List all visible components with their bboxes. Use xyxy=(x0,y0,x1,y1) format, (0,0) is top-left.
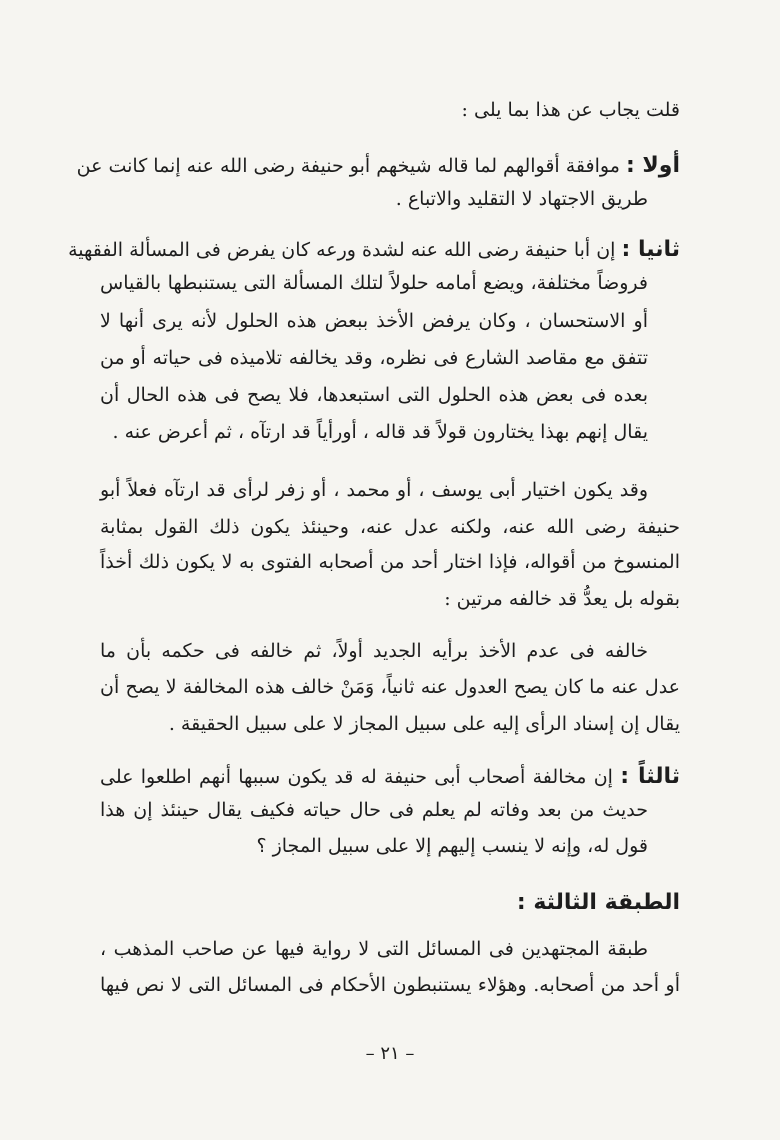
second-point-line-4: تتفق مع مقاصد الشارع فى نظره، وقد يخالفه تلاميذه فى حياته أو من xyxy=(100,347,648,369)
third-point-text: إن مخالفة أصحاب أبى حنيفة له قد يكون سببها أنهم اطلعوا على xyxy=(100,766,613,788)
first-point-line xyxy=(76,153,680,178)
paragraph-3-line-2: عدل عنه ما كان يصح العدول عنه ثانياً، وَمَنْ خالف هذه المخالفة لا يصح أن xyxy=(100,676,680,698)
third-point-line-3: قول له، وإنه لا ينسب إليهم إلا على سبيل المجاز ؟ xyxy=(256,835,648,857)
paragraph-2-line-1: وقد يكون اختيار أبى يوسف ، أو محمد ، أو زفر لرأى قد ارتآه فعلاً أبو xyxy=(100,479,648,501)
second-point-line-6: يقال إنهم بهذا يختارون قولاً قد قاله ، أورأياً قد ارتآه ، ثم أعرض عنه . xyxy=(112,421,648,443)
third-point-line-2: حديث من بعد وفاته لم يعلم فى حال حياته فكيف يقال حينئذ إن هذا xyxy=(100,799,648,821)
second-point-line-2: فروضاً مختلفة، ويضع أمامه حلولاً لتلك المسألة التى يستنبطها بالقياس xyxy=(100,272,648,294)
paragraph-2-line-3: المنسوخ من أقواله، فإذا اختار أحد من أصحابه الفتوى به لا يكون ذلك أخذاً xyxy=(100,551,680,573)
second-point-line-5: بعده فى بعض هذه الحلول التى استبعدها، فلا يصح فى هذه الحال أن xyxy=(100,384,648,406)
paragraph-2-line-2: حنيفة رضى الله عنه، ولكنه عدل عنه، وحينئذ يكون ذلك القول بمثابة xyxy=(100,516,680,538)
third-point-line xyxy=(100,766,680,788)
second-point-line-3: أو الاستحسان ، وكان يرفض الأخذ ببعض هذه الحلول لأنه يرى أنها لا xyxy=(100,310,648,332)
first-point-continuation: طريق الاجتهاد لا التقليد والاتباع . xyxy=(395,188,648,210)
paragraph-3-line-1: خالفه فى عدم الأخذ برأيه الجديد أولاً، ثم خالفه فى حكمه بأن ما xyxy=(100,640,648,662)
page-number: – ٢١ – xyxy=(365,1043,415,1064)
paragraph-4-line-2: أو أحد من أصحابه. وهؤلاء يستنبطون الأحكام فى المسائل التى لا نص فيها xyxy=(100,974,680,996)
first-point-label: أولا : xyxy=(625,153,680,178)
third-point-label: ثالثاً : xyxy=(620,764,680,789)
intro-line: قلت يجاب عن هذا بما يلى : xyxy=(461,99,680,121)
second-point-line xyxy=(68,237,680,262)
paragraph-4-line-1: طبقة المجتهدين فى المسائل التى لا رواية فيها عن صاحب المذهب ، xyxy=(100,938,648,960)
first-point-text: موافقة أقوالهم لما قاله شيخهم أبو حنيفة رضى الله عنه إنما كانت عن xyxy=(76,155,620,177)
paragraph-2-line-4: بقوله بل يعدُّ قد خالفه مرتين : xyxy=(444,588,680,610)
section-heading: الطبقة الثالثة : xyxy=(516,890,680,915)
second-point-label: ثانيا : xyxy=(621,237,680,262)
paragraph-3-line-3: يقال إن إسناد الرأى إليه على سبيل المجاز لا على سبيل الحقيقة . xyxy=(168,713,680,735)
second-point-text: إن أبا حنيفة رضى الله عنه لشدة ورعه كان يفرض فى المسألة الفقهية xyxy=(68,239,616,261)
